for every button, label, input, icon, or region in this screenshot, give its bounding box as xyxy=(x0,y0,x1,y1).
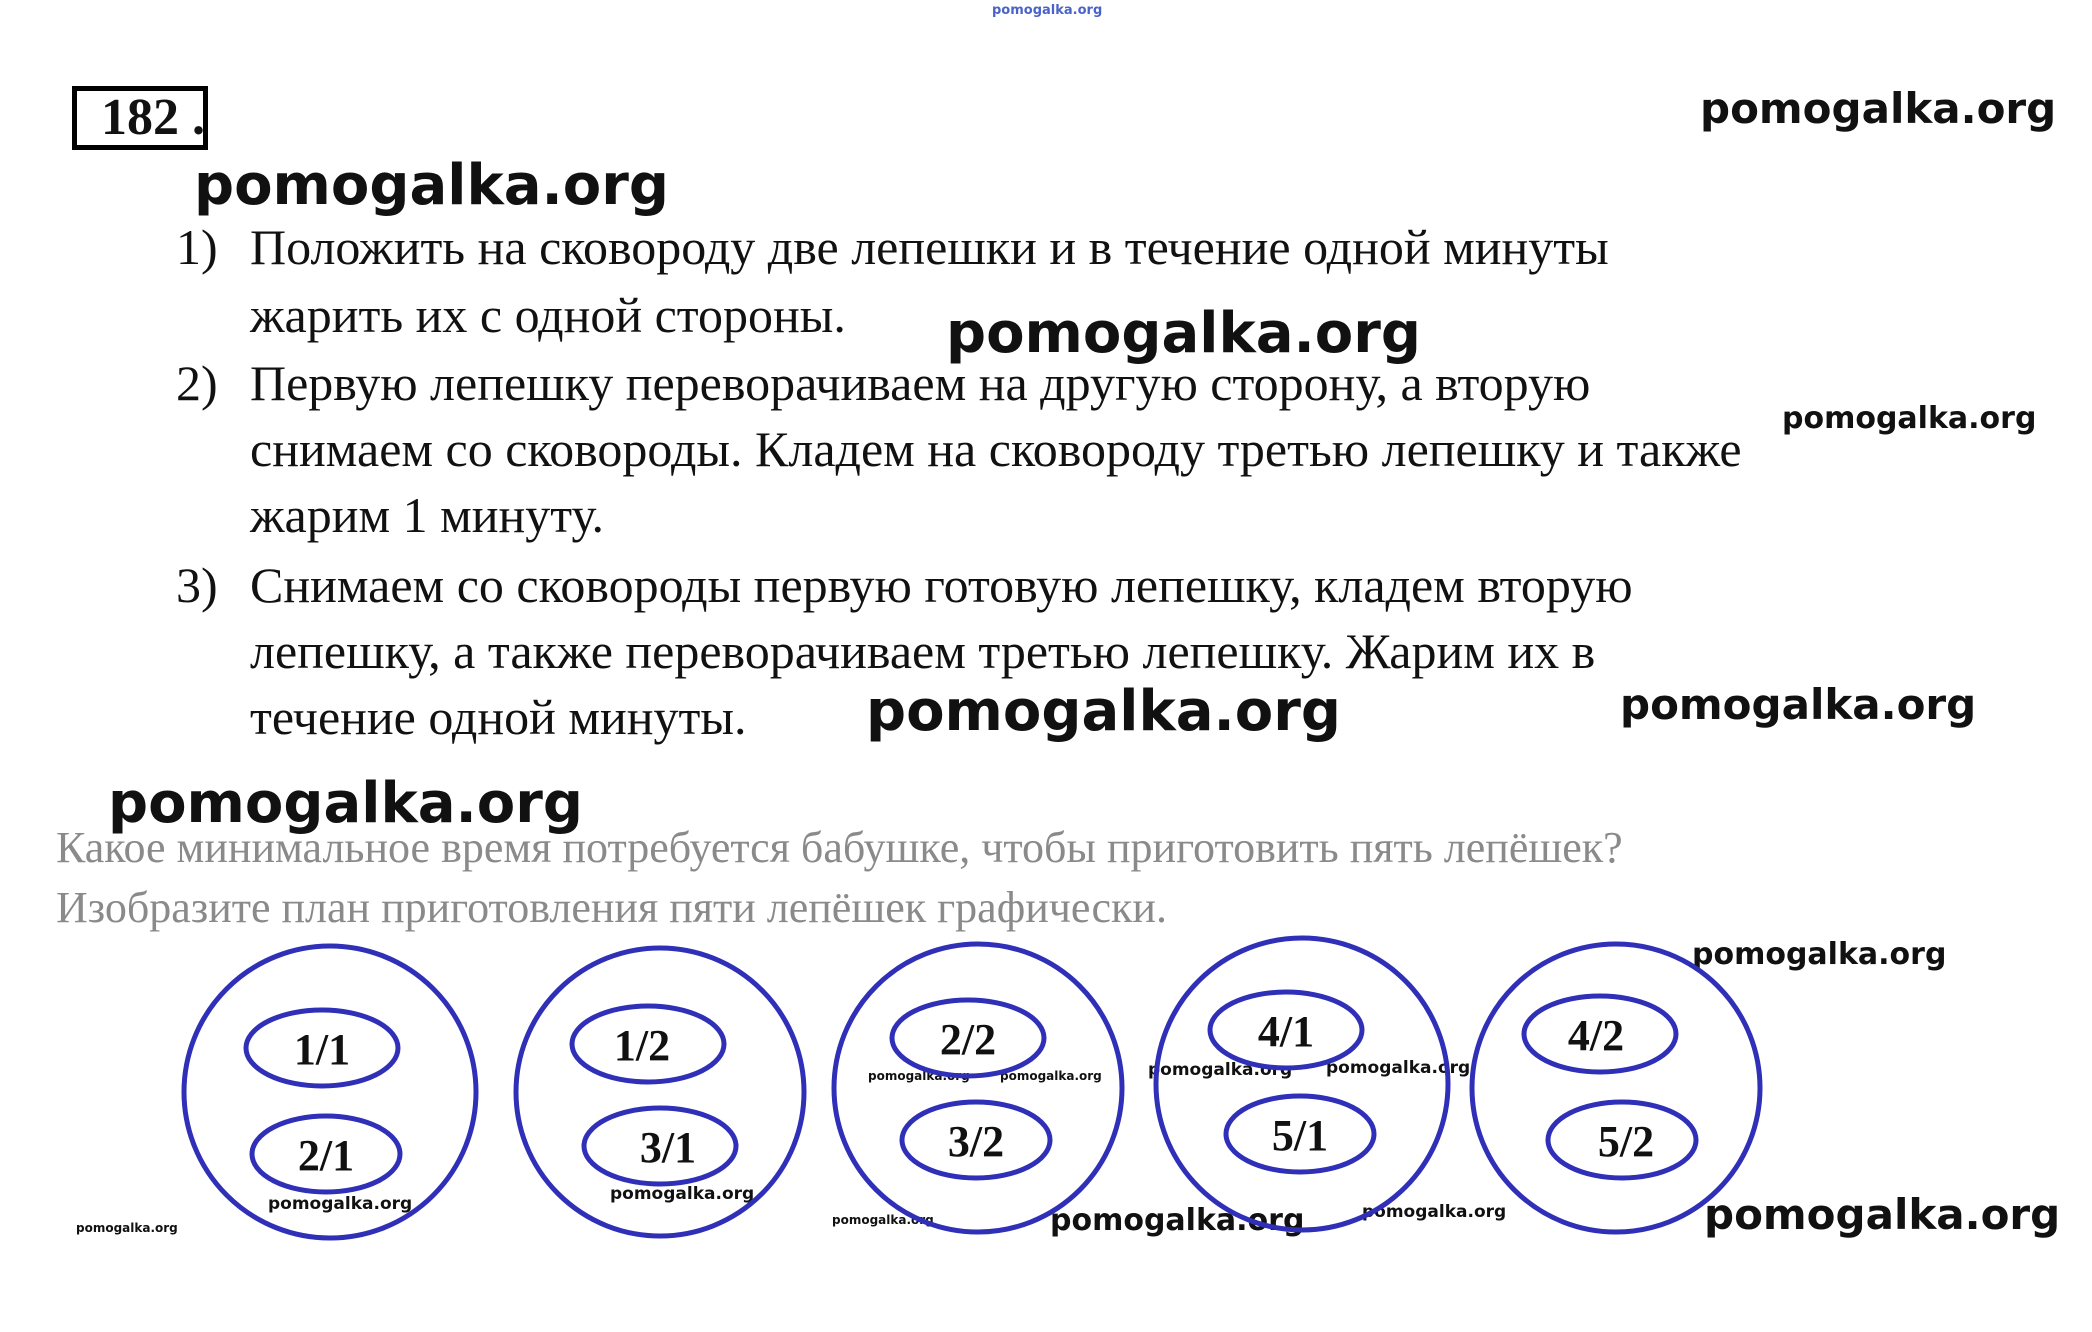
step-text-line: Снимаем со сковороды первую готовую лепешку, кладем вторую xyxy=(250,557,1633,613)
watermark: pomogalka.org xyxy=(76,1221,178,1235)
pancake-label: 5/1 xyxy=(1271,1111,1329,1160)
watermark: pomogalka.org xyxy=(1050,1203,1305,1238)
pan-circle xyxy=(1156,938,1448,1230)
step-text-line: Первую лепешку переворачиваем на другую сторону, а вторую xyxy=(250,355,1591,411)
step-text-line: течение одной минуты. xyxy=(250,689,747,745)
watermark: pomogalka.org xyxy=(1782,401,2037,436)
watermark: pomogalka.org xyxy=(1700,84,2057,133)
problem-number-dot: . xyxy=(192,89,205,146)
pan xyxy=(184,946,476,1238)
watermark: pomogalka.org xyxy=(108,771,583,836)
watermark: pomogalka.org xyxy=(1620,680,1977,729)
pancake-label: 2/1 xyxy=(297,1131,355,1180)
step-text-line: Положить на сковороду две лепешки и в течение одной минуты xyxy=(250,219,1609,275)
watermark: pomogalka.org xyxy=(866,679,1341,744)
pan xyxy=(516,948,804,1236)
watermark: pomogalka.org xyxy=(1704,1190,2061,1239)
step-text-line: снимаем со сковороды. Кладем на сковороду третью лепешку и также xyxy=(250,421,1742,477)
pancake-label: 1/2 xyxy=(613,1021,671,1070)
step-text-line: жарим 1 минуту. xyxy=(250,487,604,543)
watermark: pomogalka.org xyxy=(1362,1202,1507,1222)
pan-circle xyxy=(516,948,804,1236)
watermark: pomogalka.org xyxy=(268,1194,413,1214)
step-marker: 2) xyxy=(176,355,218,411)
watermark: pomogalka.org xyxy=(1000,1069,1102,1083)
pancake-label: 5/2 xyxy=(1597,1117,1655,1166)
pancake-label: 3/2 xyxy=(947,1117,1005,1166)
pan xyxy=(1156,938,1448,1230)
pan-circle xyxy=(1472,944,1760,1232)
pancake-label: 4/2 xyxy=(1567,1011,1625,1060)
watermark: pomogalka.org xyxy=(194,153,669,218)
pancake-label: 3/1 xyxy=(639,1123,697,1172)
watermark: pomogalka.org xyxy=(1148,1060,1293,1080)
step-marker: 3) xyxy=(176,557,218,613)
question-line: Какое минимальное время потребуется бабушке, чтобы приготовить пять лепёшек? xyxy=(56,823,1623,872)
watermark: pomogalka.org xyxy=(946,301,1421,366)
pancake-label: 4/1 xyxy=(1257,1007,1315,1056)
watermark: pomogalka.org xyxy=(868,1069,970,1083)
question-line: Изобразите план приготовления пяти лепёшек графически. xyxy=(56,883,1167,932)
pan xyxy=(1472,944,1760,1232)
watermark: pomogalka.org xyxy=(832,1213,934,1227)
step-marker: 1) xyxy=(176,219,218,275)
watermark: pomogalka.org xyxy=(610,1184,755,1204)
watermark: pomogalka.org xyxy=(1326,1058,1471,1078)
step-text-line: лепешку, а также переворачиваем третью лепешку. Жарим их в xyxy=(250,623,1596,679)
problem-number: 182 xyxy=(72,86,208,150)
step-text-line: жарить их с одной стороны. xyxy=(250,287,846,343)
pancake-label: 2/2 xyxy=(939,1015,997,1064)
watermark: pomogalka.org xyxy=(992,3,1103,18)
pan-circle xyxy=(834,944,1122,1232)
watermark: pomogalka.org xyxy=(1692,937,1947,972)
pancake-label: 1/1 xyxy=(293,1025,351,1074)
pan xyxy=(834,944,1122,1232)
